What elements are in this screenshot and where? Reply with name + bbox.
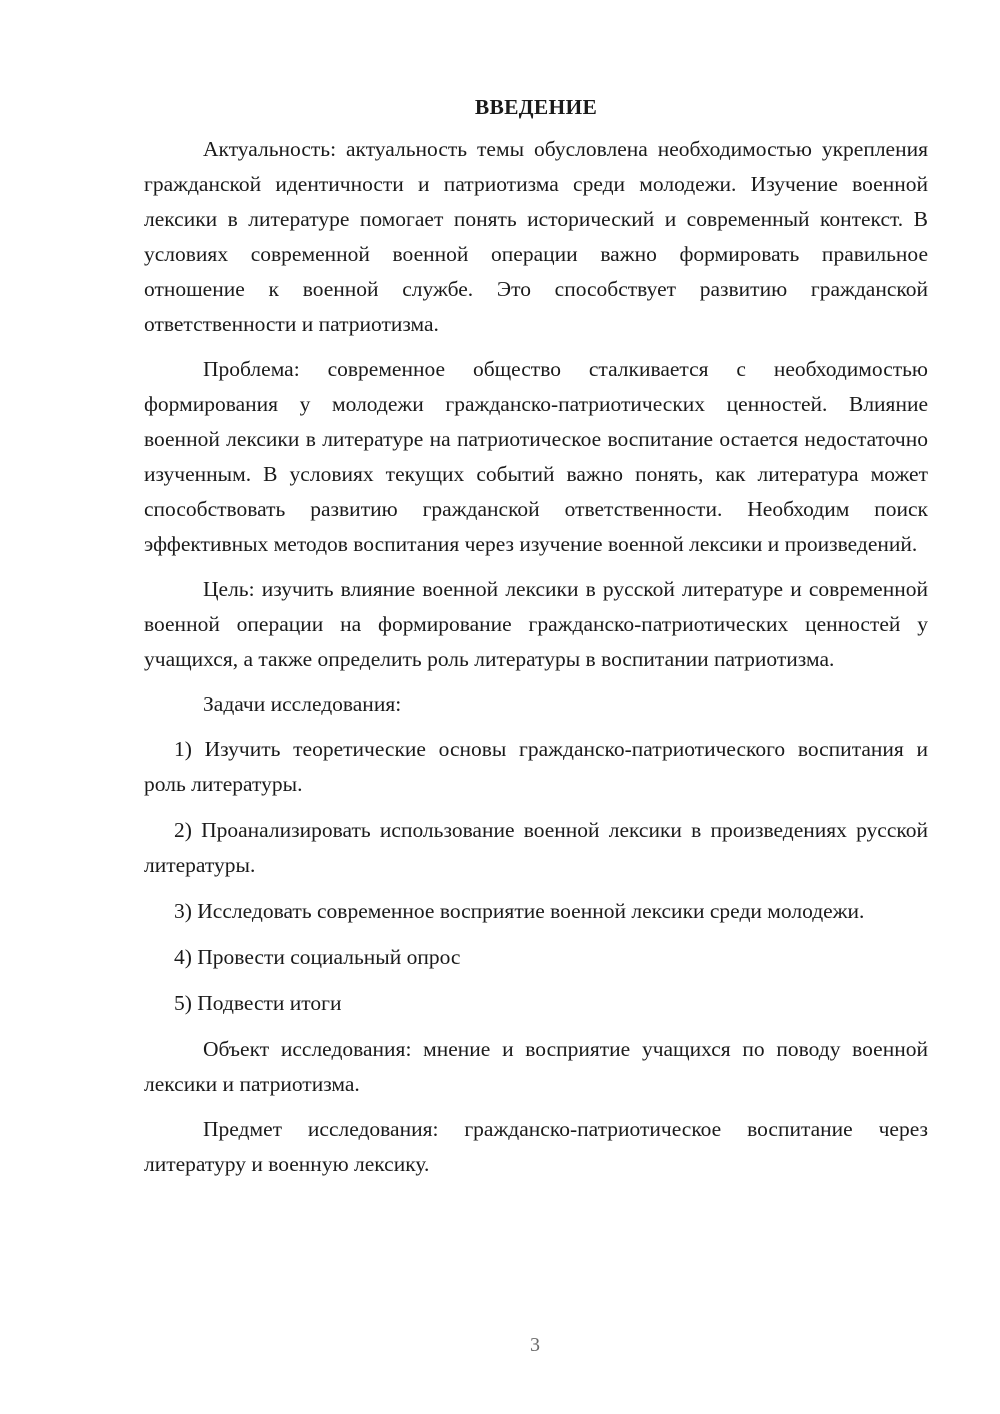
goal-paragraph: Цель: изучить влияние военной лексики в русской литературе и современной военной операции на формирование гражданско-патриотических ценностей у учащихся, а также определить роль литературы в воспитании патриотизма. — [144, 577, 928, 671]
subject-paragraph: Предмет исследования: гражданско-патриотическое воспитание через литературу и военную лексику. — [144, 1117, 928, 1176]
problem-paragraph: Проблема: современное общество сталкивается с необходимостью формирования у молодежи гражданско-патриотических ценностей. Влияние военной лексики в литературе на патриотическое воспитание остается недостаточно изученным. В условиях текущих событий важно понять, как литература может способствовать развитию гражданской ответственности. Необходим поиск эффективных методов воспитания через изучение военной лексики и произведений. — [144, 357, 928, 556]
task-item: 1) Изучить теоретические основы гражданско-патриотического воспитания и роль литературы. — [144, 737, 928, 796]
document-page — [144, 90, 928, 1192]
page-number: 3 — [530, 1334, 540, 1356]
task-item: 5) Подвести итоги — [174, 991, 342, 1015]
relevance-paragraph: Актуальность: актуальность темы обусловлена необходимостью укрепления гражданской идентичности и патриотизма среди молодежи. Изучение военной лексики в литературе помогает понять исторический и современный контекст. В условиях современной военной операции важно формировать правильное отношение к военной службе. Это способствует развитию гражданской ответственности и патриотизма. — [144, 137, 928, 336]
task-item: 4) Провести социальный опрос — [174, 945, 461, 969]
object-paragraph: Объект исследования: мнение и восприятие учащихся по поводу военной лексики и патриотизма. — [144, 1037, 928, 1096]
task-item: 3) Исследовать современное восприятие военной лексики среди молодежи. — [174, 899, 865, 923]
tasks-heading: Задачи исследования: — [203, 692, 402, 716]
task-item: 2) Проанализировать использование военной лексики в произведениях русской литературы. — [144, 818, 928, 877]
section-heading: ВВЕДЕНИЕ — [474, 95, 598, 119]
